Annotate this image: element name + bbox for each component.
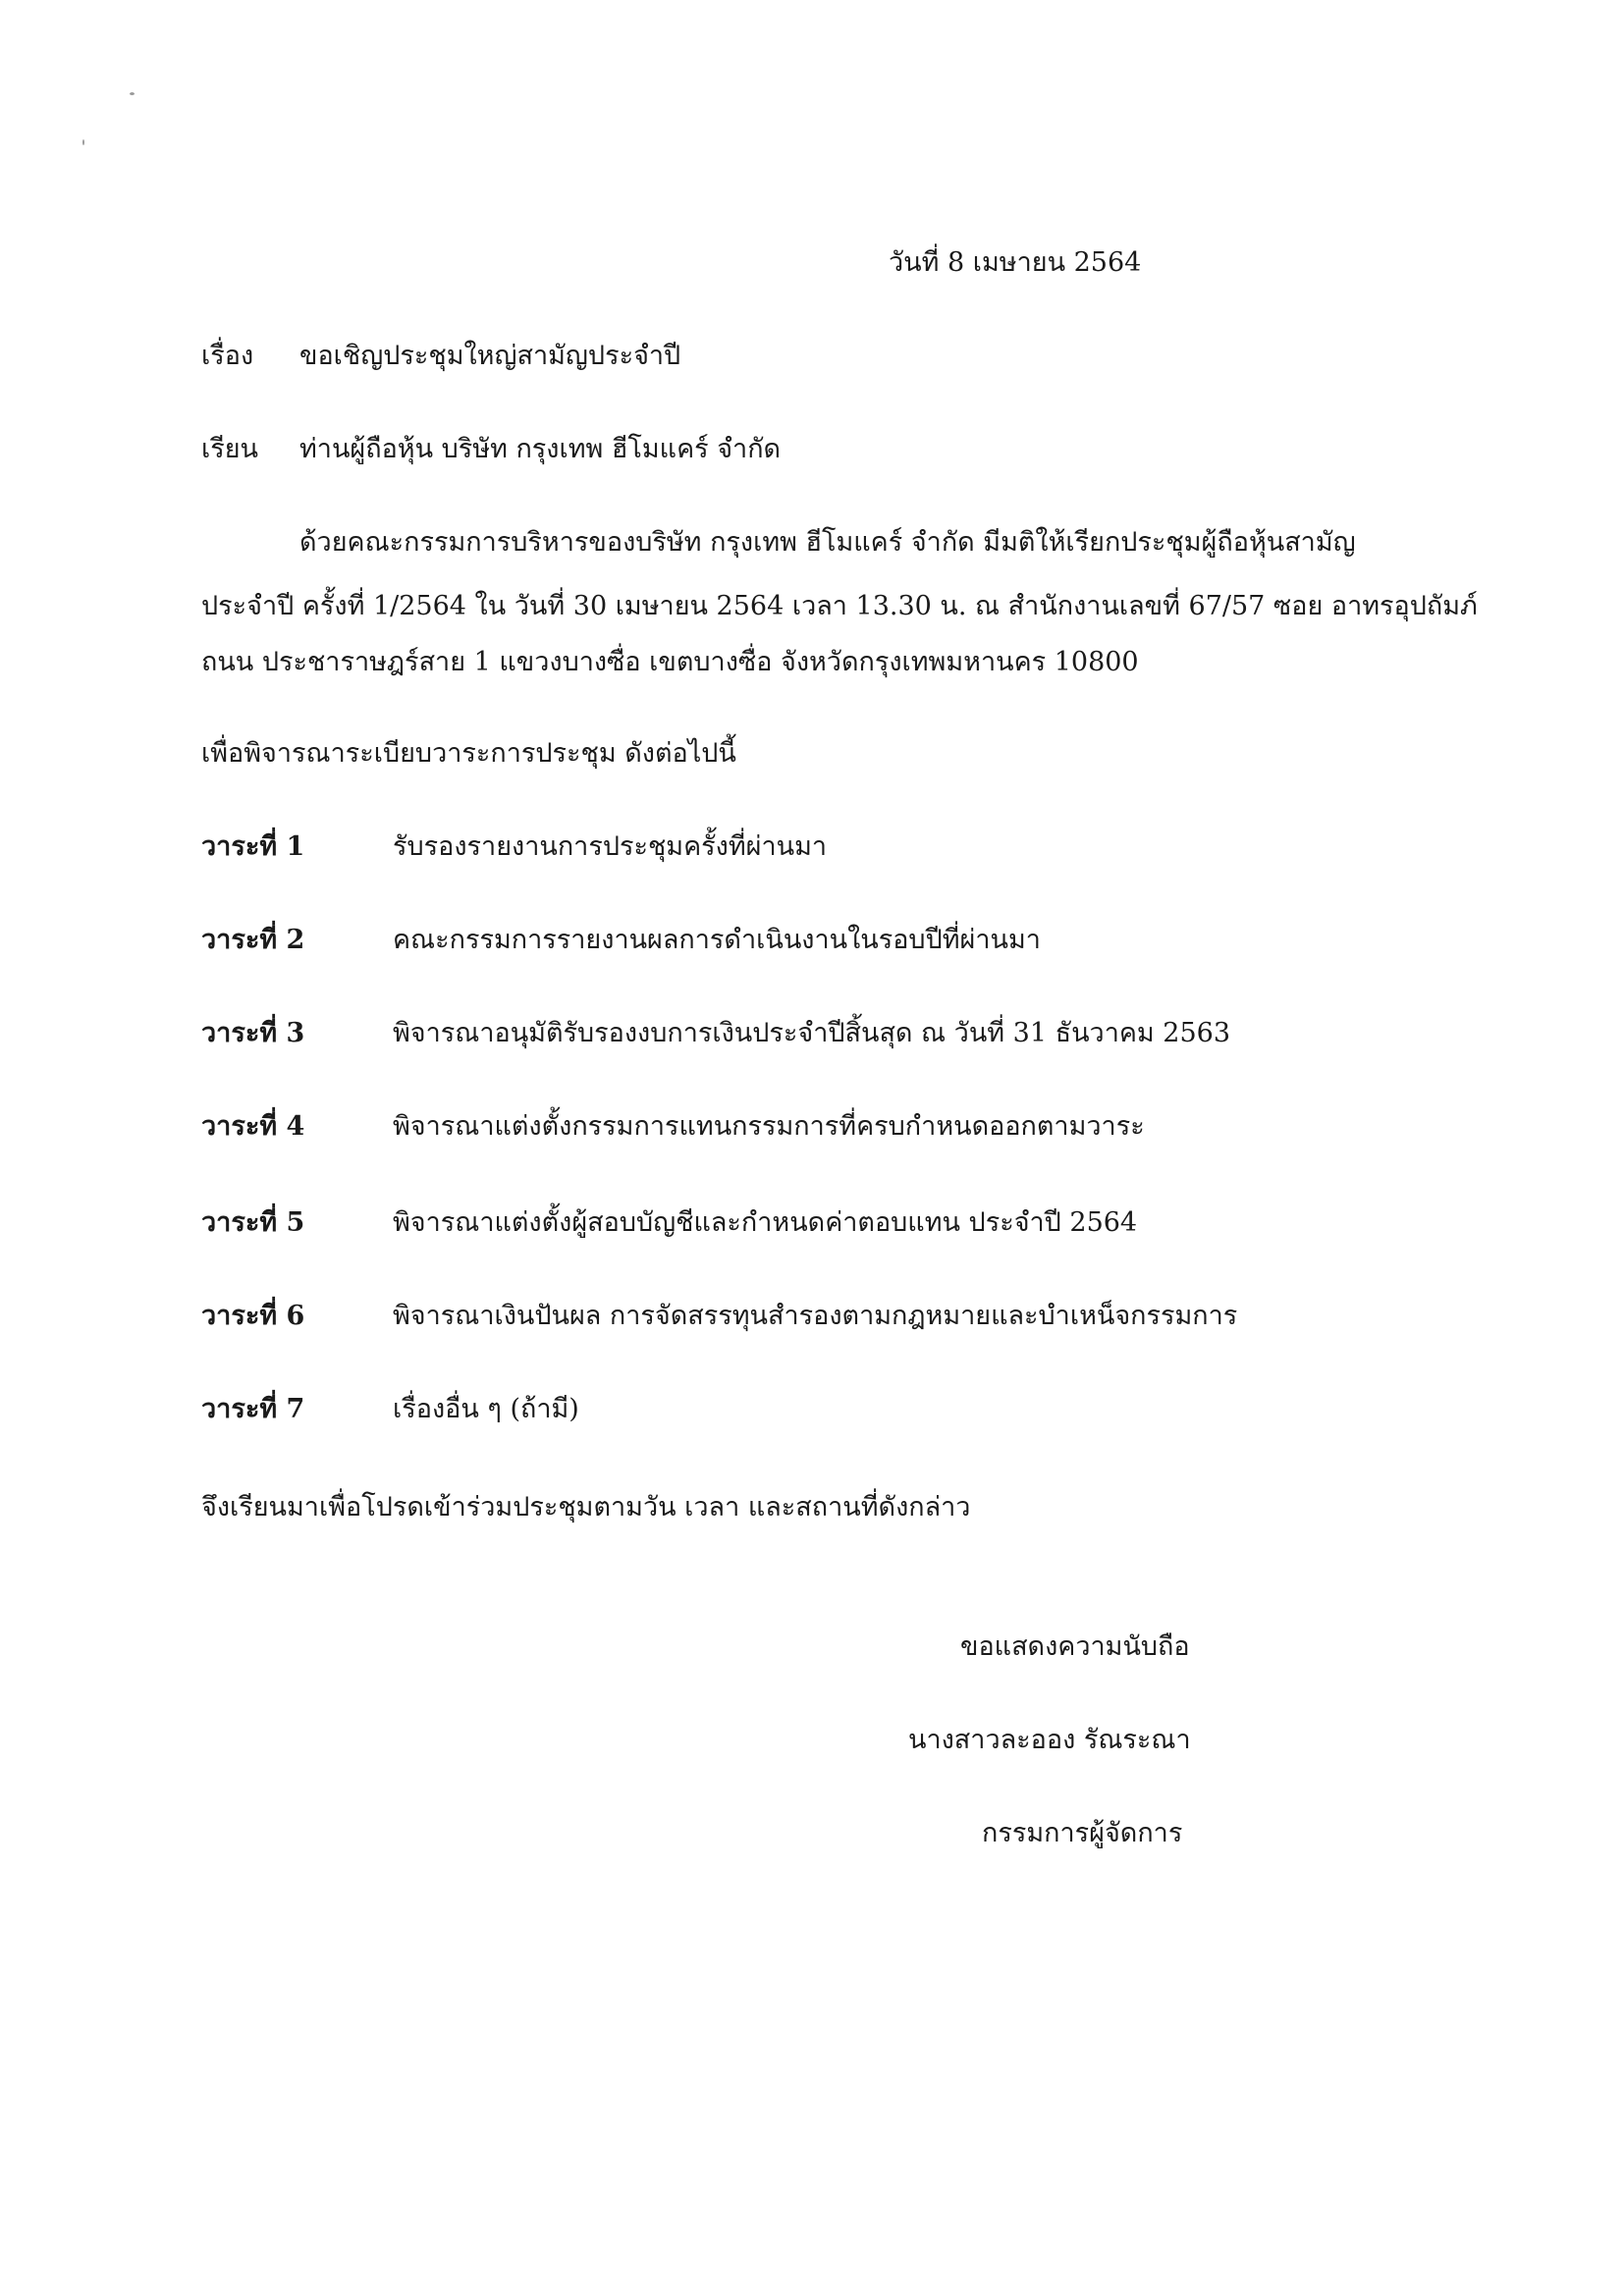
subject-label: เรื่อง [201, 341, 254, 371]
agenda-item-text: พิจารณาแต่งตั้งกรรมการแทนกรรมการที่ครบกำหนดออกตามวาระ [393, 1111, 1145, 1142]
recipient-text: ท่านผู้ถือหุ้น บริษัท กรุงเทพ ฮีโมแคร์ จำกัด [299, 434, 782, 464]
agenda-item-label: วาระที่ 3 [201, 1018, 305, 1048]
letter-date: วันที่ 8 เมษายน 2564 [889, 247, 1142, 278]
agenda-item-text: เรื่องอื่น ๆ (ถ้ามี) [393, 1394, 579, 1424]
closing-line: จึงเรียนมาเพื่อโปรดเข้าร่วมประชุมตามวัน เวลา และสถานที่ดังกล่าว [201, 1492, 971, 1522]
agenda-item-label: วาระที่ 1 [201, 831, 305, 862]
signer-title: กรรมการผู้จัดการ [982, 1818, 1183, 1848]
agenda-item-label: วาระที่ 5 [201, 1207, 305, 1238]
body-paragraph-line: ประจำปี ครั้งที่ 1/2564 ใน วันที่ 30 เมษายน 2564 เวลา 13.30 น. ณ สำนักงานเลขที่ 67/57 ซอย อาทรอุปถัมภ์ [201, 591, 1478, 621]
agenda-item-text: พิจารณาอนุมัติรับรองงบการเงินประจำปีสิ้นสุด ณ วันที่ 31 ธันวาคม 2563 [393, 1018, 1231, 1048]
body-paragraph-line: ด้วยคณะกรรมการบริหารของบริษัท กรุงเทพ ฮีโมแคร์ จำกัด มีมติให้เรียกประชุมผู้ถือหุ้นสามัญ [299, 527, 1356, 558]
agenda-item-label: วาระที่ 7 [201, 1394, 305, 1424]
agenda-item-text: พิจารณาเงินปันผล การจัดสรรทุนสำรองตามกฎหมายและบำเหน็จกรรมการ [393, 1301, 1238, 1331]
recipient-label: เรียน [201, 434, 259, 464]
subject-text: ขอเชิญประชุมใหญ่สามัญประจำปี [299, 341, 681, 371]
signer-name: นางสาวละออง รัณระณา [908, 1725, 1191, 1755]
agenda-item-text: รับรองรายงานการประชุมครั้งที่ผ่านมา [393, 831, 828, 862]
sign-off: ขอแสดงความนับถือ [960, 1631, 1190, 1662]
agenda-intro: เพื่อพิจารณาระเบียบวาระการประชุม ดังต่อไปนี้ [201, 738, 736, 769]
agenda-item-label: วาระที่ 4 [201, 1111, 305, 1142]
scan-speck [130, 92, 135, 95]
agenda-item-text: พิจารณาแต่งตั้งผู้สอบบัญชีและกำหนดค่าตอบแทน ประจำปี 2564 [393, 1207, 1138, 1238]
agenda-item-label: วาระที่ 2 [201, 925, 305, 955]
body-paragraph-line: ถนน ประชาราษฎร์สาย 1 แขวงบางซื่อ เขตบางซื่อ จังหวัดกรุงเทพมหานคร 10800 [201, 647, 1139, 677]
agenda-item-text: คณะกรรมการรายงานผลการดำเนินงานในรอบปีที่ผ่านมา [393, 925, 1041, 955]
agenda-item-label: วาระที่ 6 [201, 1301, 305, 1331]
scan-speck [82, 139, 84, 145]
